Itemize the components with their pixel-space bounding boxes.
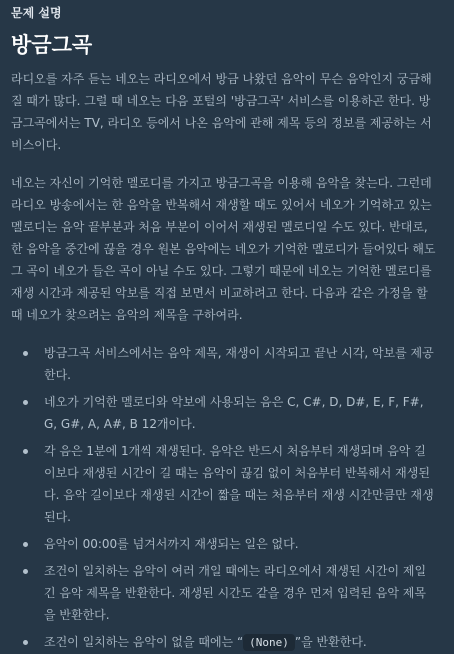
list-item [44,560,436,626]
list-item-text-after: ”을 반환한다. [294,635,367,649]
list-item-text: 방금그곡 서비스에서는 음악 제목, 재생이 시작되고 끝난 시각, 악보를 제공한다. [44,346,434,382]
detail-paragraph: 네오는 자신이 기억한 멜로디를 가지고 방금그곡을 이용해 음악을 찾는다. 그런데 라디오 방송에서는 한 음악을 반복해서 재생할 때도 있어서 네오가 기억하고 있는 멜로디는 음악 끝부분과 처음 부분이 이어서 재생된 멜로디일 수도 있다. 반대로, 한 음악을 중간에 끊을 경우 원본 음악에는 네오가 기억한 멜로디가 들어있다 해도 그 곡이 네오가 들은 곡이 아닐 수도 있다. 그렇기 때문에 네오는 기억한 멜로디를 재생 시간과 제공된 악보를 직접 보면서 비교하려고 한다. 다음과 같은 가정을 할 때 네오가 찾으려는 음악의 제목을 구하여라. [11,176,436,322]
bullet-icon [23,449,28,454]
problem-title: 방금그곡 [11,33,93,57]
bullet-icon [23,542,28,547]
section-label: 문제 설명 [11,6,62,20]
list-item-text: 네오가 기억한 멜로디와 악보에 사용되는 음은 C, C#, D, D#, E, F, F#, G, G#, A, A#, B 12개이다. [44,395,424,431]
bullet-icon [23,569,28,574]
list-item [44,342,436,386]
list-item [44,533,436,555]
list-item-text: 조건이 일치하는 음악이 여러 개일 때에는 라디오에서 재생된 시간이 제일 긴 음악 제목을 반환한다. 재생된 시간도 같을 경우 먼저 입력된 음악 제목을 반환한다. [44,564,427,622]
list-item-text: 음악이 00:00를 넘겨서까지 재생되는 일은 없다. [44,537,299,551]
list-item-text-before: 조건이 일치하는 음악이 없을 때에는 “ [44,635,244,649]
list-item [44,631,436,654]
intro-paragraph: 라디오를 자주 듣는 네오는 라디오에서 방금 나왔던 음악이 무슨 음악인지 궁금해질 때가 많다. 그럴 때 네오는 다음 포털의 '방금그곡' 서비스를 이용하곤 한다. 방금그곡에서는 TV, 라디오 등에서 나온 음악에 관해 제목 등의 정보를 제공하는 서비스이다. [11,72,432,152]
bullet-icon [23,351,28,356]
list-item-text: 각 음은 1분에 1개씩 재생된다. 음악은 반드시 처음부터 재생되며 음악 길이보다 재생된 시간이 길 때는 음악이 끊김 없이 처음부터 반복해서 재생된다. 음악 길이보다 재생된 시간이 짧을 때는 처음부터 재생 시간만큼만 재생된다. [44,444,434,524]
inline-code: (None) [243,634,295,651]
list-item [44,391,436,435]
bullet-icon [23,640,28,645]
bullet-icon [23,400,28,405]
assumption-list [11,342,436,654]
list-item [44,440,436,528]
